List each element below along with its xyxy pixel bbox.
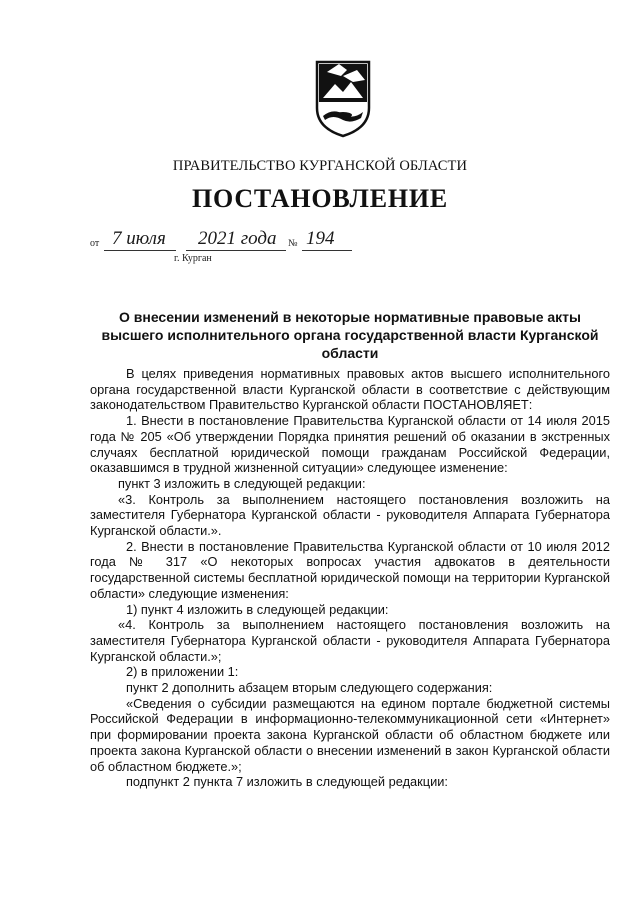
handwritten-date: 7 июля (112, 228, 166, 249)
date-underline (104, 250, 176, 251)
paragraph-item-2-sub-2-text: «Сведения о субсидии размещаются на едином портале бюджетной системы Российской Федерации в информационно-телекоммуникационной сети «Интернет» при формировании проекта закона Курганской области об областном бюджете или проекта закона Курганской области о внесении изменений в закон Курганской области об областном бюджете.»; (90, 695, 610, 774)
date-prefix: от (90, 238, 100, 249)
paragraph-item-2-sub-2: 2) в приложении 1: (126, 664, 239, 680)
handwritten-year: 2021 года (198, 228, 277, 249)
government-name: ПРАВИТЕЛЬСТВО КУРГАНСКОЙ ОБЛАСТИ (172, 158, 468, 174)
paragraph-item-2-sub-2-next: подпункт 2 пункта 7 изложить в следующей редакции: (126, 774, 448, 790)
date-number-line (90, 226, 390, 262)
number-prefix: № (288, 238, 298, 249)
paragraph-preamble: В целях приведения нормативных правовых актов высшего исполнительного органа государственной власти Курганской области в соответствие с действующим законодательством Правительство Курганской области ПОСТАНОВЛЯЕТ: (90, 366, 610, 413)
city-label: г. Курган (174, 253, 212, 264)
paragraph-item-1-instruction: пункт 3 изложить в следующей редакции: (118, 475, 366, 491)
paragraph-item-2-sub-2-instruction: пункт 2 дополнить абзацем вторым следующего содержания: (126, 680, 493, 696)
document-body (90, 366, 610, 790)
paragraph-item-2-sub-1: 1) пункт 4 изложить в следующей редакции: (126, 601, 389, 617)
document-title: О внесении изменений в некоторые нормативные правовые акты высшего исполнительного органа государственной власти Курганской области (101, 309, 599, 361)
number-underline (302, 250, 352, 251)
paragraph-item-1-text: «3. Контроль за выполнением настоящего постановления возложить на заместителя Губернатора Курганской области - руководителя Аппарата Губернатора Курганской области.». (90, 491, 610, 539)
coat-of-arms-emblem (313, 58, 373, 138)
year-underline (186, 250, 286, 251)
paragraph-item-1: 1. Внести в постановление Правительства Курганской области от 14 июля 2015 года № 205 «Об утверждении Порядка принятия решений об оказании в экстренных случаях бесплатной юридической помощи гражданам Российской Федерации, оказавшимся в трудной жизненной ситуации» следующее изменение: (90, 413, 610, 476)
handwritten-number: 194 (306, 228, 335, 249)
paragraph-item-2: 2. Внести в постановление Правительства Курганской области от 10 июля 2012 года № 317 «О некоторых вопросах участия адвокатов в деятельности государственной системы бесплатной юридической помощи на территории Курганской области» следующие изменения: (90, 538, 610, 601)
document-kind: ПОСТАНОВЛЕНИЕ (191, 184, 449, 213)
paragraph-item-2-sub-1-text: «4. Контроль за выполнением настоящего постановления возложить на заместителя Губернатора Курганской области - руководителя Аппарата Губернатора Курганской области.»; (90, 617, 610, 664)
